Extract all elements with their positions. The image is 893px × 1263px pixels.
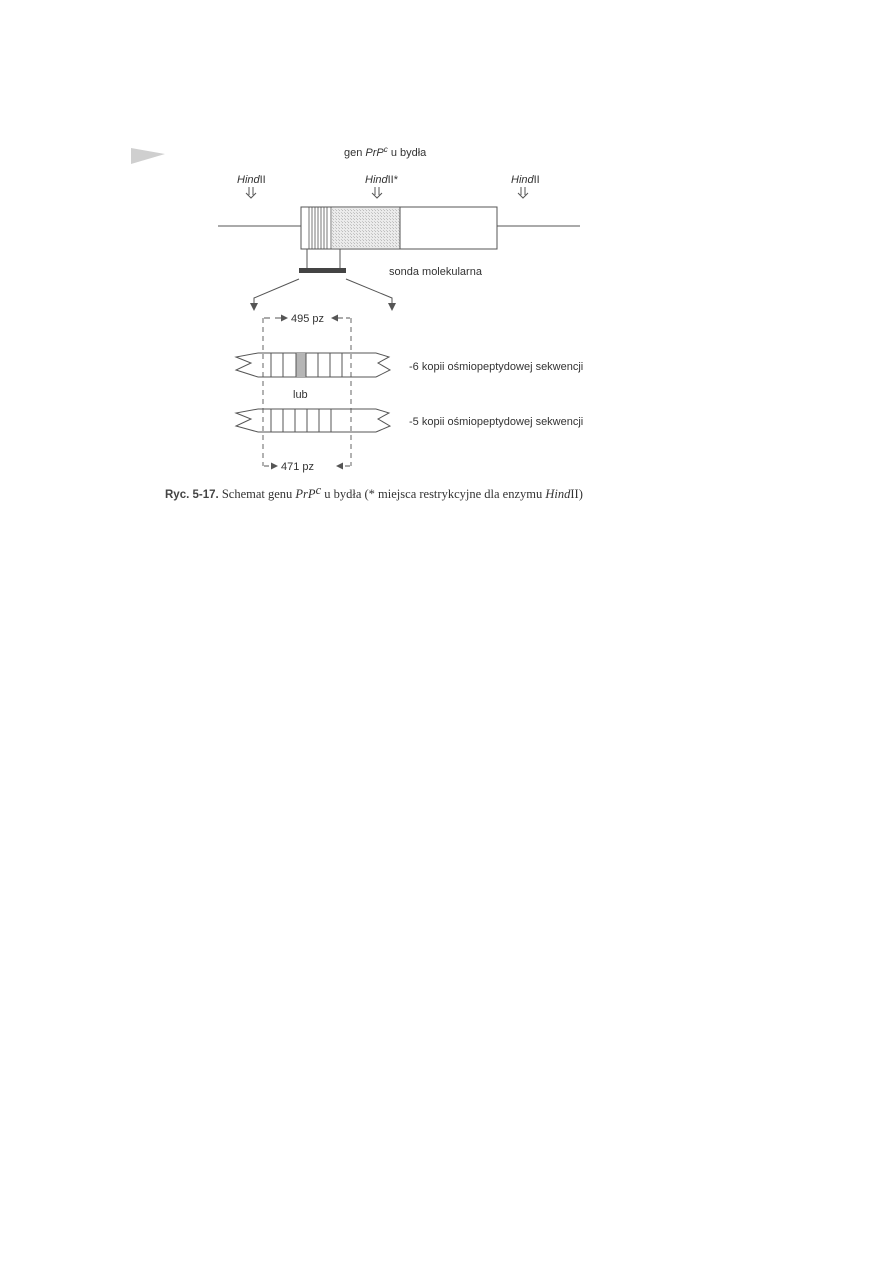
arrow-site-middle: [372, 187, 382, 198]
label-6-copies: -6 kopii ośmiopeptydowej sekwencji: [409, 361, 584, 373]
figure-caption: Ryc. 5-17. Schemat genu PrP$^c$ $_{u bydła (* miejsca restrykcyjne dla enzymu}$ HindII): [165, 483, 583, 501]
site-label-right: HindII: [511, 174, 540, 186]
or-label: lub: [293, 389, 308, 401]
variant-5-repeats: [236, 409, 390, 432]
expansion-lines: [250, 279, 396, 311]
shaded-repeat: [296, 353, 306, 377]
gene-box: [301, 207, 497, 249]
coding-region-stippled: [332, 208, 400, 248]
site-label-left: HindII: [237, 174, 266, 186]
probe-label: sonda molekularna: [389, 266, 482, 278]
variant-6-repeats: [236, 353, 390, 377]
arrow-site-right: [518, 187, 528, 198]
size-label-471: 471 pz: [281, 461, 315, 473]
label-5-copies: -5 kopii ośmiopeptydowej sekwencji: [409, 416, 584, 428]
size-label-495: 495 pz: [291, 313, 325, 325]
arrow-site-left: [246, 187, 256, 198]
molecular-probe-bar: [299, 268, 346, 273]
site-label-middle: HindII*: [365, 174, 399, 186]
diagram-title: gen PrP$^c$ u bydła: [344, 145, 427, 159]
scan-shadow: [131, 148, 165, 164]
